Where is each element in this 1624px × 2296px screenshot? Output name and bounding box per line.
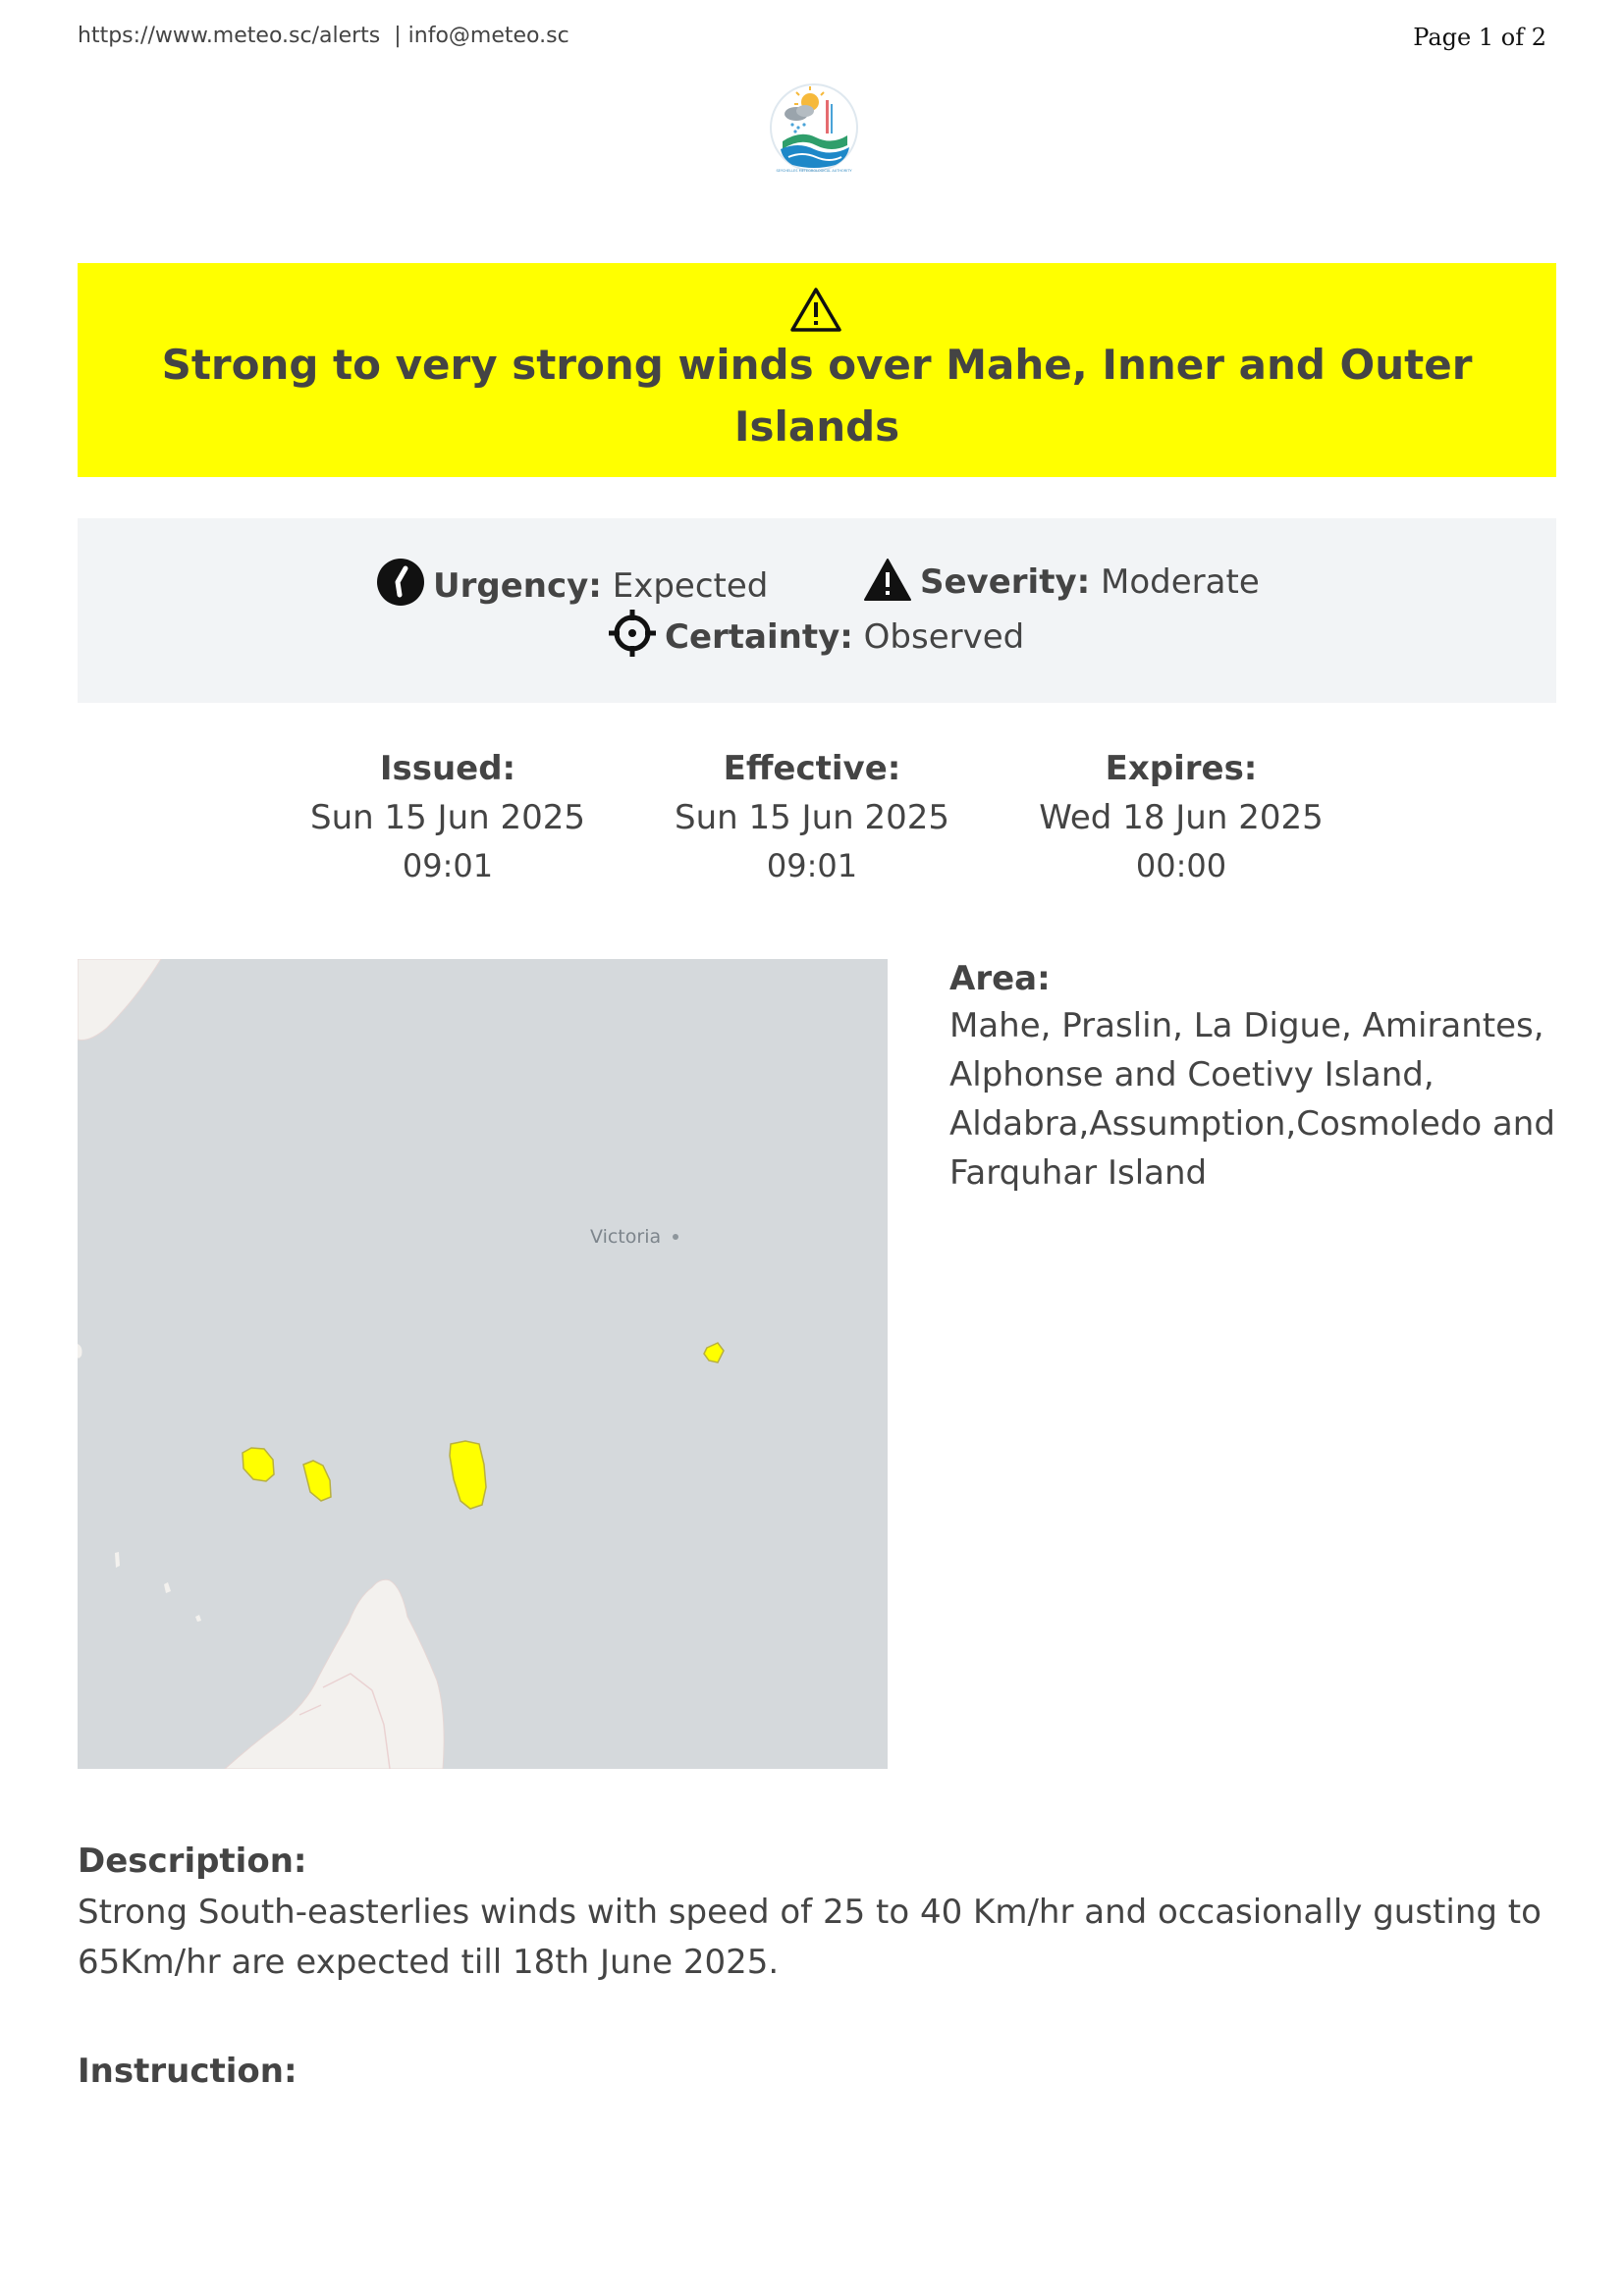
- severity-field: [863, 558, 1260, 603]
- urgency-field: [376, 558, 768, 607]
- alert-triangle-icon: [863, 558, 912, 603]
- alert-properties-panel: [78, 518, 1556, 703]
- effective-label: Effective:: [723, 749, 901, 788]
- map-canvas: [78, 959, 888, 1769]
- severity-value: Moderate: [1101, 562, 1260, 602]
- urgency-label: Urgency:: [433, 566, 602, 606]
- clock-icon: [376, 558, 425, 607]
- warning-triangle-icon: [789, 287, 842, 334]
- issued-block: [291, 744, 605, 889]
- area-text: Mahe, Praslin, La Digue, Amirantes, Alphonse and Coetivy Island, Aldabra,Assumption,Cosmoledo and Farquhar Island: [949, 1006, 1555, 1193]
- page-header-contact: [78, 24, 569, 48]
- expires-time: 00:00: [1135, 847, 1227, 884]
- expires-block: [1024, 744, 1338, 889]
- logo-ring-text: SEYCHELLES METEOROLOGICAL AUTHORITY: [776, 169, 852, 173]
- issued-date: Sun 15 Jun 2025: [309, 798, 586, 837]
- description-label: Description:: [78, 1842, 307, 1881]
- alert-banner: [78, 263, 1556, 477]
- meteorological-authority-logo: [767, 80, 861, 175]
- expires-label: Expires:: [1105, 749, 1258, 788]
- severity-label: Severity:: [920, 562, 1091, 602]
- email-link[interactable]: info@meteo.sc: [407, 24, 569, 48]
- description-text: Strong South-easterlies winds with speed of 25 to 40 Km/hr and occasionally gusting to 65Km/hr are expected till 18th June 2025.: [78, 1893, 1542, 1982]
- effective-block: [655, 744, 969, 889]
- crosshair-target-icon: [608, 609, 657, 658]
- alert-title: Strong to very strong winds over Mahe, Inner and Outer Islands: [161, 341, 1473, 451]
- issued-label: Issued:: [379, 749, 516, 788]
- victoria-city-marker: [673, 1234, 678, 1240]
- alerts-url-link[interactable]: https://www.meteo.sc/alerts: [78, 24, 381, 48]
- certainty-label: Certainty:: [665, 617, 853, 657]
- effective-time: 09:01: [766, 847, 858, 884]
- victoria-city-label: Victoria: [590, 1226, 662, 1248]
- header-separator: |: [380, 24, 408, 48]
- certainty-value: Observed: [863, 617, 1025, 657]
- effective-date: Sun 15 Jun 2025: [674, 798, 950, 837]
- urgency-value: Expected: [612, 566, 769, 606]
- area-label: Area:: [949, 959, 1051, 998]
- expires-date: Wed 18 Jun 2025: [1039, 798, 1324, 837]
- issued-time: 09:01: [402, 847, 494, 884]
- alert-area-map[interactable]: [78, 959, 888, 1769]
- certainty-field: [608, 609, 1024, 658]
- page-number: Page 1 of 2: [1413, 24, 1546, 51]
- instruction-label: Instruction:: [78, 2052, 298, 2091]
